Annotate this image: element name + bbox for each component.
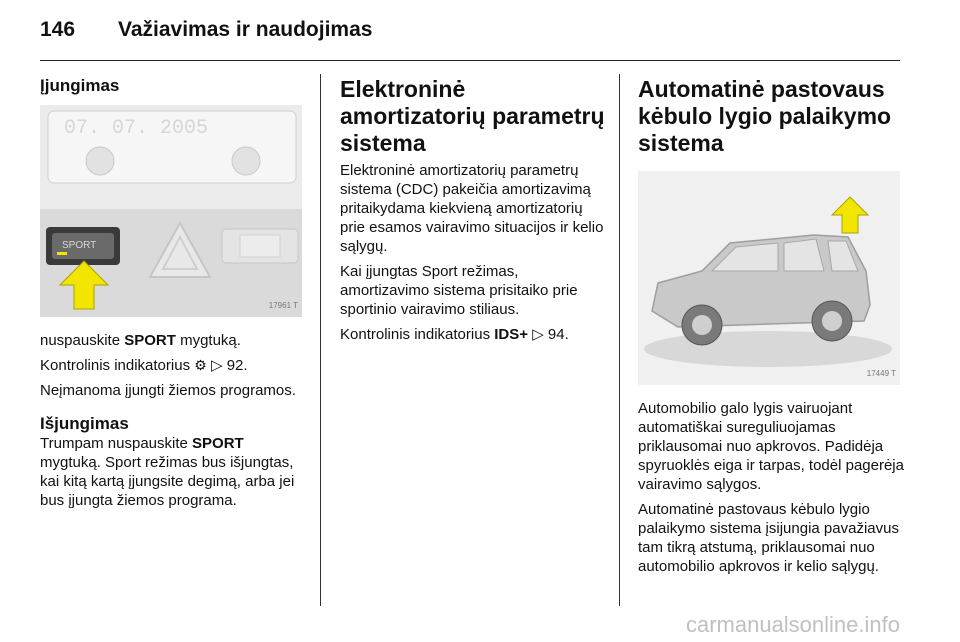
section-heading: Įjungimas: [40, 76, 120, 95]
paragraph: Kontrolinis indikatorius IDS+ ▷ 94.: [340, 326, 569, 343]
page-number: 146: [40, 18, 76, 41]
column-divider: [619, 74, 620, 606]
paragraph: Automatinė pastovaus kėbulo lygio palaikymo sistema įsijungia pavažiavus tam tikrą atstumą, priklausomai nuo automobilio apkrovos ir kelio sąlygų.: [638, 501, 899, 575]
car-level-figure: [638, 171, 900, 385]
paragraph: Kai įjungtas Sport režimas, amortizavimo sistema prisitaiko prie sportinio vairavimo stiliaus.: [340, 263, 578, 318]
section-heading: Elektroninė amortizatorių parametrų sistema: [340, 76, 605, 156]
paragraph: Neįmanoma įjungti žiemos programos.: [40, 382, 296, 399]
dashboard-illustration: [40, 105, 302, 317]
section-heading: Išjungimas: [40, 414, 129, 433]
page-reference-arrow-icon: ▷: [210, 357, 223, 374]
paragraph: Automobilio galo lygis vairuojant automatiškai sureguliuojamas priklausomai nuo apkrovos. Padidėja spyruoklės eiga ir tarpas, todėl pagerėja vairavimo sąlygos.: [638, 400, 904, 493]
page-title: Važiavimas ir naudojimas: [118, 18, 373, 41]
clock-display: 07. 07. 2005: [64, 117, 209, 140]
column-2: [340, 76, 608, 350]
paragraph: nuspauskite SPORT mygtuką.: [40, 332, 241, 349]
watermark: carmanualsonline.info: [685, 612, 900, 637]
column-3: [638, 76, 904, 582]
paragraph: Kontrolinis indikatorius ⚙ ▷ 92.: [40, 357, 248, 374]
column-divider: [320, 74, 321, 606]
figure-number: 17449 T: [866, 369, 896, 378]
paragraph: Trumpam nuspauskite SPORT mygtuką. Sport režimas bus išjungtas, kai kitą kartą įjungsite degimą, arba jei bus įjungta žiemos programa.: [40, 435, 295, 509]
page-reference-arrow-icon: ▷: [532, 326, 544, 343]
column-1: [40, 76, 305, 516]
sport-button-figure: [40, 105, 302, 317]
sport-button-label: SPORT: [62, 240, 97, 251]
sport-term: SPORT: [192, 435, 244, 452]
ids-term: IDS+: [494, 326, 529, 343]
sport-indicator-icon: ⚙: [194, 357, 207, 373]
section-heading: Automatinė pastovaus kėbulo lygio palaikymo sistema: [638, 76, 892, 156]
figure-number: 17961 T: [268, 301, 298, 310]
paragraph: Elektroninė amortizatorių parametrų sistema (CDC) pakeičia amortizavimą pritaikydama kiekvieną amortizatorių prie esamos vairavimo situacijos ir kelio sąlygų.: [340, 162, 604, 255]
header-rule: [40, 60, 900, 61]
car-illustration: [638, 171, 900, 385]
sport-term: SPORT: [124, 332, 176, 349]
